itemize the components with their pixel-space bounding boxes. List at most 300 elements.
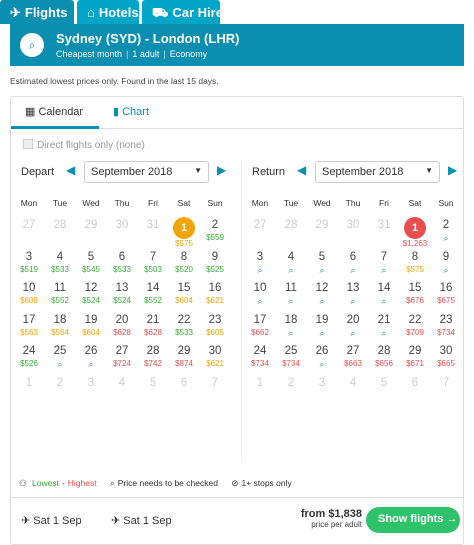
show-flights-label: Show flights <box>378 513 444 525</box>
view-tabs <box>11 97 463 129</box>
depart-day-number: 20 <box>115 313 129 326</box>
return-day-number: 20 <box>346 313 360 326</box>
return-day-number: 5 <box>318 250 326 263</box>
search-icon: ⌕ <box>88 359 94 369</box>
weekday-label: Wed <box>82 198 100 208</box>
search-icon: ⌕ <box>319 296 325 306</box>
price-note: Estimated lowest prices only. Found in the last 15 days. <box>10 76 219 86</box>
return-day-cell <box>368 217 400 249</box>
depart-day-price: $724 <box>113 359 131 368</box>
return-day-cell[interactable] <box>368 312 400 344</box>
depart-day-cell[interactable] <box>168 312 200 344</box>
depart-day-cell[interactable] <box>168 343 200 375</box>
return-day-cell <box>430 375 462 407</box>
return-day-number: 15 <box>408 282 422 294</box>
search-cabin: Economy <box>169 49 208 59</box>
depart-day-price: $525 <box>206 264 224 274</box>
depart-day-number: 1 <box>25 376 33 389</box>
depart-day-number: 27 <box>115 345 129 357</box>
return-day-number: 2 <box>442 219 450 231</box>
return-day-price: $1,263 <box>402 239 428 248</box>
depart-day-number: 31 <box>146 219 160 231</box>
return-day-cell[interactable] <box>430 217 462 249</box>
search-icon: ⌕ <box>257 264 263 275</box>
depart-day-number: 26 <box>84 345 98 357</box>
return-day-number: 12 <box>315 282 329 294</box>
depart-day-number: 3 <box>87 376 95 389</box>
depart-day-cell[interactable] <box>44 312 76 344</box>
depart-day-price: $552 <box>51 296 69 305</box>
return-day-number: 18 <box>284 313 298 326</box>
return-day-cell[interactable] <box>244 280 276 312</box>
legend-dash: - <box>61 478 65 488</box>
return-day-number: 30 <box>439 345 453 357</box>
return-day-price: $575 <box>406 264 424 274</box>
return-day-price: $662 <box>251 327 269 337</box>
return-day-cell[interactable] <box>306 343 338 375</box>
search-icon: ⌕ <box>443 233 449 243</box>
legend-stops: 1+ stops only <box>241 478 292 488</box>
depart-day-number: 23 <box>208 313 222 326</box>
price-per-adult: price per adult <box>311 520 362 529</box>
return-day-number: 28 <box>377 345 391 357</box>
legend-lowest: Lowest <box>32 478 59 488</box>
return-day-cell[interactable] <box>337 312 369 344</box>
search-icon: ⌕ <box>350 327 356 338</box>
return-day-number: 7 <box>380 250 388 263</box>
weekday-label: Tue <box>52 198 68 208</box>
depart-day-number: 5 <box>149 376 157 389</box>
return-day-cell[interactable] <box>275 312 307 344</box>
depart-day-cell <box>13 375 45 407</box>
depart-day-number: 6 <box>180 376 188 389</box>
depart-day-cell[interactable] <box>137 280 169 312</box>
return-day-number: 13 <box>346 282 360 294</box>
search-icon: ⌕ <box>257 296 263 306</box>
depart-day-price: $604 <box>175 296 193 305</box>
return-day-number: 29 <box>315 219 329 231</box>
depart-day-price: $559 <box>206 233 224 242</box>
tab-car-hire-label: Car Hire <box>172 5 223 20</box>
search-icon: ⌕ <box>288 327 294 338</box>
route-title: Sydney (SYD) - London (LHR) <box>56 31 240 46</box>
depart-day-number: 29 <box>177 345 191 357</box>
depart-day-number: 5 <box>87 250 95 263</box>
return-day-cell[interactable] <box>368 343 400 375</box>
depart-day-price: $533 <box>175 327 193 337</box>
return-day-cell[interactable] <box>244 343 276 375</box>
calendar-icon: ▦ <box>25 106 39 118</box>
return-day-cell[interactable] <box>306 312 338 344</box>
depart-day-cell[interactable] <box>75 343 107 375</box>
return-day-cell <box>337 375 369 407</box>
depart-day-cell[interactable] <box>13 343 45 375</box>
tab-flights-label: Flights <box>24 5 68 20</box>
return-day-number: 19 <box>315 313 329 326</box>
return-prev-month[interactable]: ◀ <box>297 163 307 177</box>
depart-day-price: $742 <box>144 359 162 368</box>
depart-day-cell[interactable] <box>199 217 231 249</box>
depart-day-number: 3 <box>25 250 33 263</box>
legend-check: Price needs to be checked <box>117 478 218 488</box>
return-month-value: September 2018 <box>322 166 404 178</box>
depart-day-cell[interactable] <box>106 312 138 344</box>
search-icon: ⌕ <box>381 327 387 338</box>
return-date-value: Sat 1 Sep <box>123 515 172 527</box>
return-day-cell[interactable] <box>368 249 400 281</box>
price-summary <box>278 508 362 529</box>
depart-day-price: $621 <box>206 296 224 305</box>
depart-day-price: $604 <box>82 327 100 337</box>
return-day-cell <box>275 217 307 249</box>
depart-day-number: 13 <box>115 282 129 294</box>
return-day-number: 3 <box>256 250 264 263</box>
depart-day-cell <box>106 375 138 407</box>
depart-day-cell[interactable] <box>106 280 138 312</box>
return-day-number: 14 <box>377 282 391 294</box>
depart-day-cell <box>137 217 169 249</box>
weekday-label: Mon <box>251 198 269 208</box>
depart-day-cell <box>168 375 200 407</box>
depart-day-number: 4 <box>118 376 126 389</box>
search-icon: ⌕ <box>319 264 325 275</box>
return-day-price: $665 <box>437 359 455 368</box>
return-day-number: 9 <box>442 250 450 263</box>
chevron-down-icon: ▼ <box>194 166 202 175</box>
depart-day-cell[interactable] <box>44 249 76 281</box>
depart-day-cell[interactable] <box>75 249 107 281</box>
depart-day-number: 22 <box>177 313 191 326</box>
depart-day-cell[interactable] <box>168 280 200 312</box>
depart-day-number: 16 <box>208 282 222 294</box>
return-day-cell[interactable] <box>244 312 276 344</box>
return-day-cell[interactable] <box>399 249 431 281</box>
return-day-cell <box>399 375 431 407</box>
return-day-number: 4 <box>349 376 357 389</box>
stops-legend-icon: ⚇ <box>19 478 27 488</box>
depart-day-cell <box>44 375 76 407</box>
depart-day-cell <box>137 375 169 407</box>
return-day-price: $663 <box>344 359 362 368</box>
search-icon[interactable]: ⌕ <box>20 33 44 57</box>
depart-day-cell[interactable] <box>44 343 76 375</box>
depart-day-number: 1 <box>173 217 195 239</box>
return-day-number: 27 <box>253 219 267 231</box>
return-day-cell[interactable] <box>430 280 462 312</box>
search-icon: ⌕ <box>381 296 387 306</box>
depart-day-number: 21 <box>146 313 160 326</box>
return-day-cell[interactable] <box>306 280 338 312</box>
return-day-number: 5 <box>380 376 388 389</box>
depart-day-price: $519 <box>20 264 38 274</box>
legend-highest: Highest <box>67 478 97 488</box>
depart-day-number: 14 <box>146 282 160 294</box>
depart-day-number: 9 <box>211 250 219 263</box>
tab-car-hire[interactable] <box>142 0 223 24</box>
return-day-cell <box>368 375 400 407</box>
return-day-cell[interactable] <box>430 312 462 344</box>
return-day-number: 1 <box>256 376 264 389</box>
direct-flights-checkbox[interactable] <box>23 139 33 149</box>
search-icon: ⌕ <box>288 296 294 306</box>
depart-day-price: $526 <box>20 359 38 368</box>
return-day-number: 26 <box>315 345 329 357</box>
depart-day-number: 30 <box>208 345 222 357</box>
depart-day-number: 6 <box>118 250 126 263</box>
depart-day-price: $524 <box>82 296 100 305</box>
search-adults: 1 adult <box>132 49 160 59</box>
depart-next-month[interactable]: ▶ <box>217 163 227 177</box>
depart-day-number: 28 <box>146 345 160 357</box>
return-day-cell <box>244 217 276 249</box>
depart-day-cell[interactable] <box>199 249 231 281</box>
depart-day-number: 24 <box>22 345 36 357</box>
depart-day-cell[interactable] <box>13 249 45 281</box>
depart-day-cell[interactable] <box>137 312 169 344</box>
depart-day-number: 2 <box>56 376 64 389</box>
return-day-cell[interactable] <box>275 249 307 281</box>
return-day-cell <box>306 375 338 407</box>
return-day-price: $671 <box>406 359 424 368</box>
depart-day-number: 12 <box>84 282 98 294</box>
tab-chart-label: Chart <box>122 106 150 118</box>
return-day-cell <box>306 217 338 249</box>
return-day-price: $734 <box>437 327 455 337</box>
weekday-label: Sat <box>408 198 422 208</box>
return-day-number: 31 <box>377 219 391 231</box>
search-icon: ⌕ <box>109 478 115 488</box>
direct-flights-option[interactable] <box>23 139 145 151</box>
return-day-number: 23 <box>439 313 453 326</box>
tab-flights[interactable] <box>0 0 74 24</box>
legend <box>19 478 295 489</box>
return-month-select[interactable] <box>315 161 440 183</box>
depart-day-cell[interactable] <box>13 280 45 312</box>
depart-day-number: 11 <box>54 282 66 294</box>
no-entry-icon: ⊘ <box>231 478 239 488</box>
depart-day-cell[interactable] <box>137 249 169 281</box>
depart-day-price: $524 <box>113 296 131 305</box>
plane-landing-icon: ✈ <box>111 515 124 527</box>
return-day-cell[interactable] <box>275 280 307 312</box>
search-icon: ⌕ <box>350 296 356 306</box>
direct-flights-label: Direct flights only (none) <box>37 140 145 151</box>
outbound-date-value: Sat 1 Sep <box>33 515 82 527</box>
return-day-price: $734 <box>282 359 300 368</box>
show-flights-button[interactable] <box>366 507 460 533</box>
return-day-number: 24 <box>253 345 267 357</box>
depart-day-number: 8 <box>180 250 188 263</box>
depart-day-cell <box>75 375 107 407</box>
return-day-number: 3 <box>318 376 326 389</box>
return-day-number: 7 <box>442 376 450 389</box>
return-date <box>111 514 172 527</box>
return-day-cell[interactable] <box>244 249 276 281</box>
depart-day-cell[interactable] <box>75 280 107 312</box>
return-day-price: $676 <box>406 296 424 305</box>
weekday-label: Thu <box>114 198 130 208</box>
depart-day-price: $621 <box>206 359 224 368</box>
return-day-cell[interactable] <box>337 280 369 312</box>
depart-day-number: 7 <box>149 250 157 263</box>
return-day-number: 10 <box>253 282 267 294</box>
depart-day-cell[interactable] <box>168 217 200 249</box>
return-day-cell[interactable] <box>430 249 462 281</box>
weekday-label: Sat <box>177 198 191 208</box>
depart-prev-month[interactable]: ◀ <box>66 163 76 177</box>
depart-day-cell[interactable] <box>75 312 107 344</box>
bar-chart-icon: ▮ <box>113 106 123 118</box>
return-day-price: $734 <box>251 359 269 368</box>
weekday-label: Fri <box>379 198 389 208</box>
return-day-cell[interactable] <box>306 249 338 281</box>
return-calendar <box>241 161 465 461</box>
return-day-cell[interactable] <box>399 280 431 312</box>
depart-day-cell[interactable] <box>106 343 138 375</box>
depart-day-cell[interactable] <box>199 280 231 312</box>
weekday-label: Wed <box>313 198 331 208</box>
weekday-label: Sun <box>207 198 223 208</box>
depart-day-cell[interactable] <box>44 280 76 312</box>
depart-day-cell <box>13 217 45 249</box>
product-tabs <box>0 0 474 24</box>
search-icon: ⌕ <box>350 264 356 275</box>
arrow-right-icon: → <box>446 513 458 525</box>
depart-day-number: 7 <box>211 376 219 389</box>
depart-day-number: 30 <box>115 219 129 231</box>
depart-day-number: 2 <box>211 219 219 231</box>
return-day-number: 27 <box>346 345 360 357</box>
depart-day-number: 25 <box>53 345 67 357</box>
depart-day-price: $628 <box>144 327 162 337</box>
depart-day-cell <box>44 217 76 249</box>
depart-day-price: $608 <box>20 296 38 305</box>
weekday-label: Sun <box>438 198 454 208</box>
tab-hotels-label: Hotels <box>98 5 139 20</box>
return-day-number: 17 <box>253 313 267 326</box>
active-tab-underline <box>11 126 99 129</box>
depart-day-cell <box>106 217 138 249</box>
return-day-price: $675 <box>437 296 455 305</box>
depart-day-price: $552 <box>144 296 162 305</box>
return-day-cell[interactable] <box>368 280 400 312</box>
return-day-number: 4 <box>287 250 295 263</box>
depart-day-number: 19 <box>84 313 98 326</box>
tab-hotels[interactable] <box>77 0 139 24</box>
chevron-down-icon: ▼ <box>425 166 433 175</box>
depart-day-cell[interactable] <box>13 312 45 344</box>
depart-day-cell <box>75 217 107 249</box>
return-day-number: 11 <box>285 282 297 294</box>
depart-day-price: $874 <box>175 359 193 368</box>
car-icon: ⛟ <box>152 5 169 20</box>
search-icon: ⌕ <box>288 264 294 275</box>
depart-day-price: $628 <box>113 327 131 337</box>
depart-day-price: $605 <box>206 327 224 337</box>
return-day-number: 2 <box>287 376 295 389</box>
return-day-cell <box>275 375 307 407</box>
depart-day-number: 4 <box>56 250 64 263</box>
weekday-label: Tue <box>283 198 299 208</box>
plane-icon: ✈ <box>10 5 21 20</box>
search-period: Cheapest month <box>56 49 123 59</box>
depart-day-number: 27 <box>22 219 36 231</box>
calendar-panel <box>10 96 464 545</box>
weekday-label: Fri <box>148 198 158 208</box>
return-day-number: 8 <box>411 250 419 263</box>
depart-day-price: $545 <box>82 264 100 274</box>
depart-day-price: $575 <box>175 239 193 248</box>
tab-calendar-label: Calendar <box>38 106 84 118</box>
return-day-price: $656 <box>375 359 393 368</box>
depart-day-cell[interactable] <box>199 343 231 375</box>
depart-day-cell[interactable] <box>137 343 169 375</box>
depart-day-number: 10 <box>22 282 36 294</box>
depart-day-price: $564 <box>51 327 69 337</box>
search-icon: ⌕ <box>57 359 63 369</box>
selection-summary <box>11 497 463 545</box>
outbound-date <box>21 514 82 527</box>
bed-icon: ⌂ <box>87 5 95 20</box>
return-day-cell[interactable] <box>399 217 431 249</box>
depart-month-select[interactable] <box>84 161 209 183</box>
tab-chart[interactable] <box>113 105 149 118</box>
depart-day-number: 28 <box>53 219 67 231</box>
depart-day-number: 15 <box>177 282 191 294</box>
depart-month-value: September 2018 <box>91 166 173 178</box>
depart-day-price: $533 <box>51 264 69 274</box>
return-day-number: 1 <box>404 217 426 239</box>
return-day-number: 30 <box>346 219 360 231</box>
return-day-number: 28 <box>284 219 298 231</box>
return-day-cell <box>337 217 369 249</box>
depart-day-price: $533 <box>113 264 131 274</box>
depart-day-number: 17 <box>22 313 36 326</box>
return-day-number: 25 <box>284 345 298 357</box>
return-day-number: 21 <box>377 313 391 326</box>
return-day-number: 22 <box>408 313 422 326</box>
depart-day-cell[interactable] <box>106 249 138 281</box>
depart-day-price: $563 <box>20 327 38 337</box>
return-day-number: 6 <box>349 250 357 263</box>
depart-day-cell[interactable] <box>199 312 231 344</box>
return-day-cell[interactable] <box>337 249 369 281</box>
return-day-cell[interactable] <box>430 343 462 375</box>
depart-day-cell[interactable] <box>168 249 200 281</box>
weekday-label: Thu <box>345 198 361 208</box>
depart-label: Depart <box>21 166 55 178</box>
tab-calendar[interactable] <box>25 105 83 118</box>
depart-day-number: 18 <box>53 313 67 326</box>
return-next-month[interactable]: ▶ <box>448 163 458 177</box>
search-icon: ⌕ <box>443 264 449 275</box>
return-day-cell[interactable] <box>337 343 369 375</box>
return-day-number: 16 <box>439 282 453 294</box>
depart-day-cell <box>199 375 231 407</box>
plane-takeoff-icon: ✈ <box>21 515 34 527</box>
search-details: Cheapest month | 1 adult | Economy <box>56 49 208 59</box>
depart-day-number: 29 <box>84 219 98 231</box>
return-day-cell[interactable] <box>275 343 307 375</box>
return-day-cell <box>244 375 276 407</box>
depart-calendar <box>11 161 235 461</box>
depart-day-price: $503 <box>144 264 162 274</box>
weekday-label: Mon <box>20 198 38 208</box>
search-icon: ⌕ <box>319 359 325 369</box>
search-summary[interactable] <box>10 24 464 66</box>
return-day-cell[interactable] <box>399 343 431 375</box>
return-day-cell[interactable] <box>399 312 431 344</box>
